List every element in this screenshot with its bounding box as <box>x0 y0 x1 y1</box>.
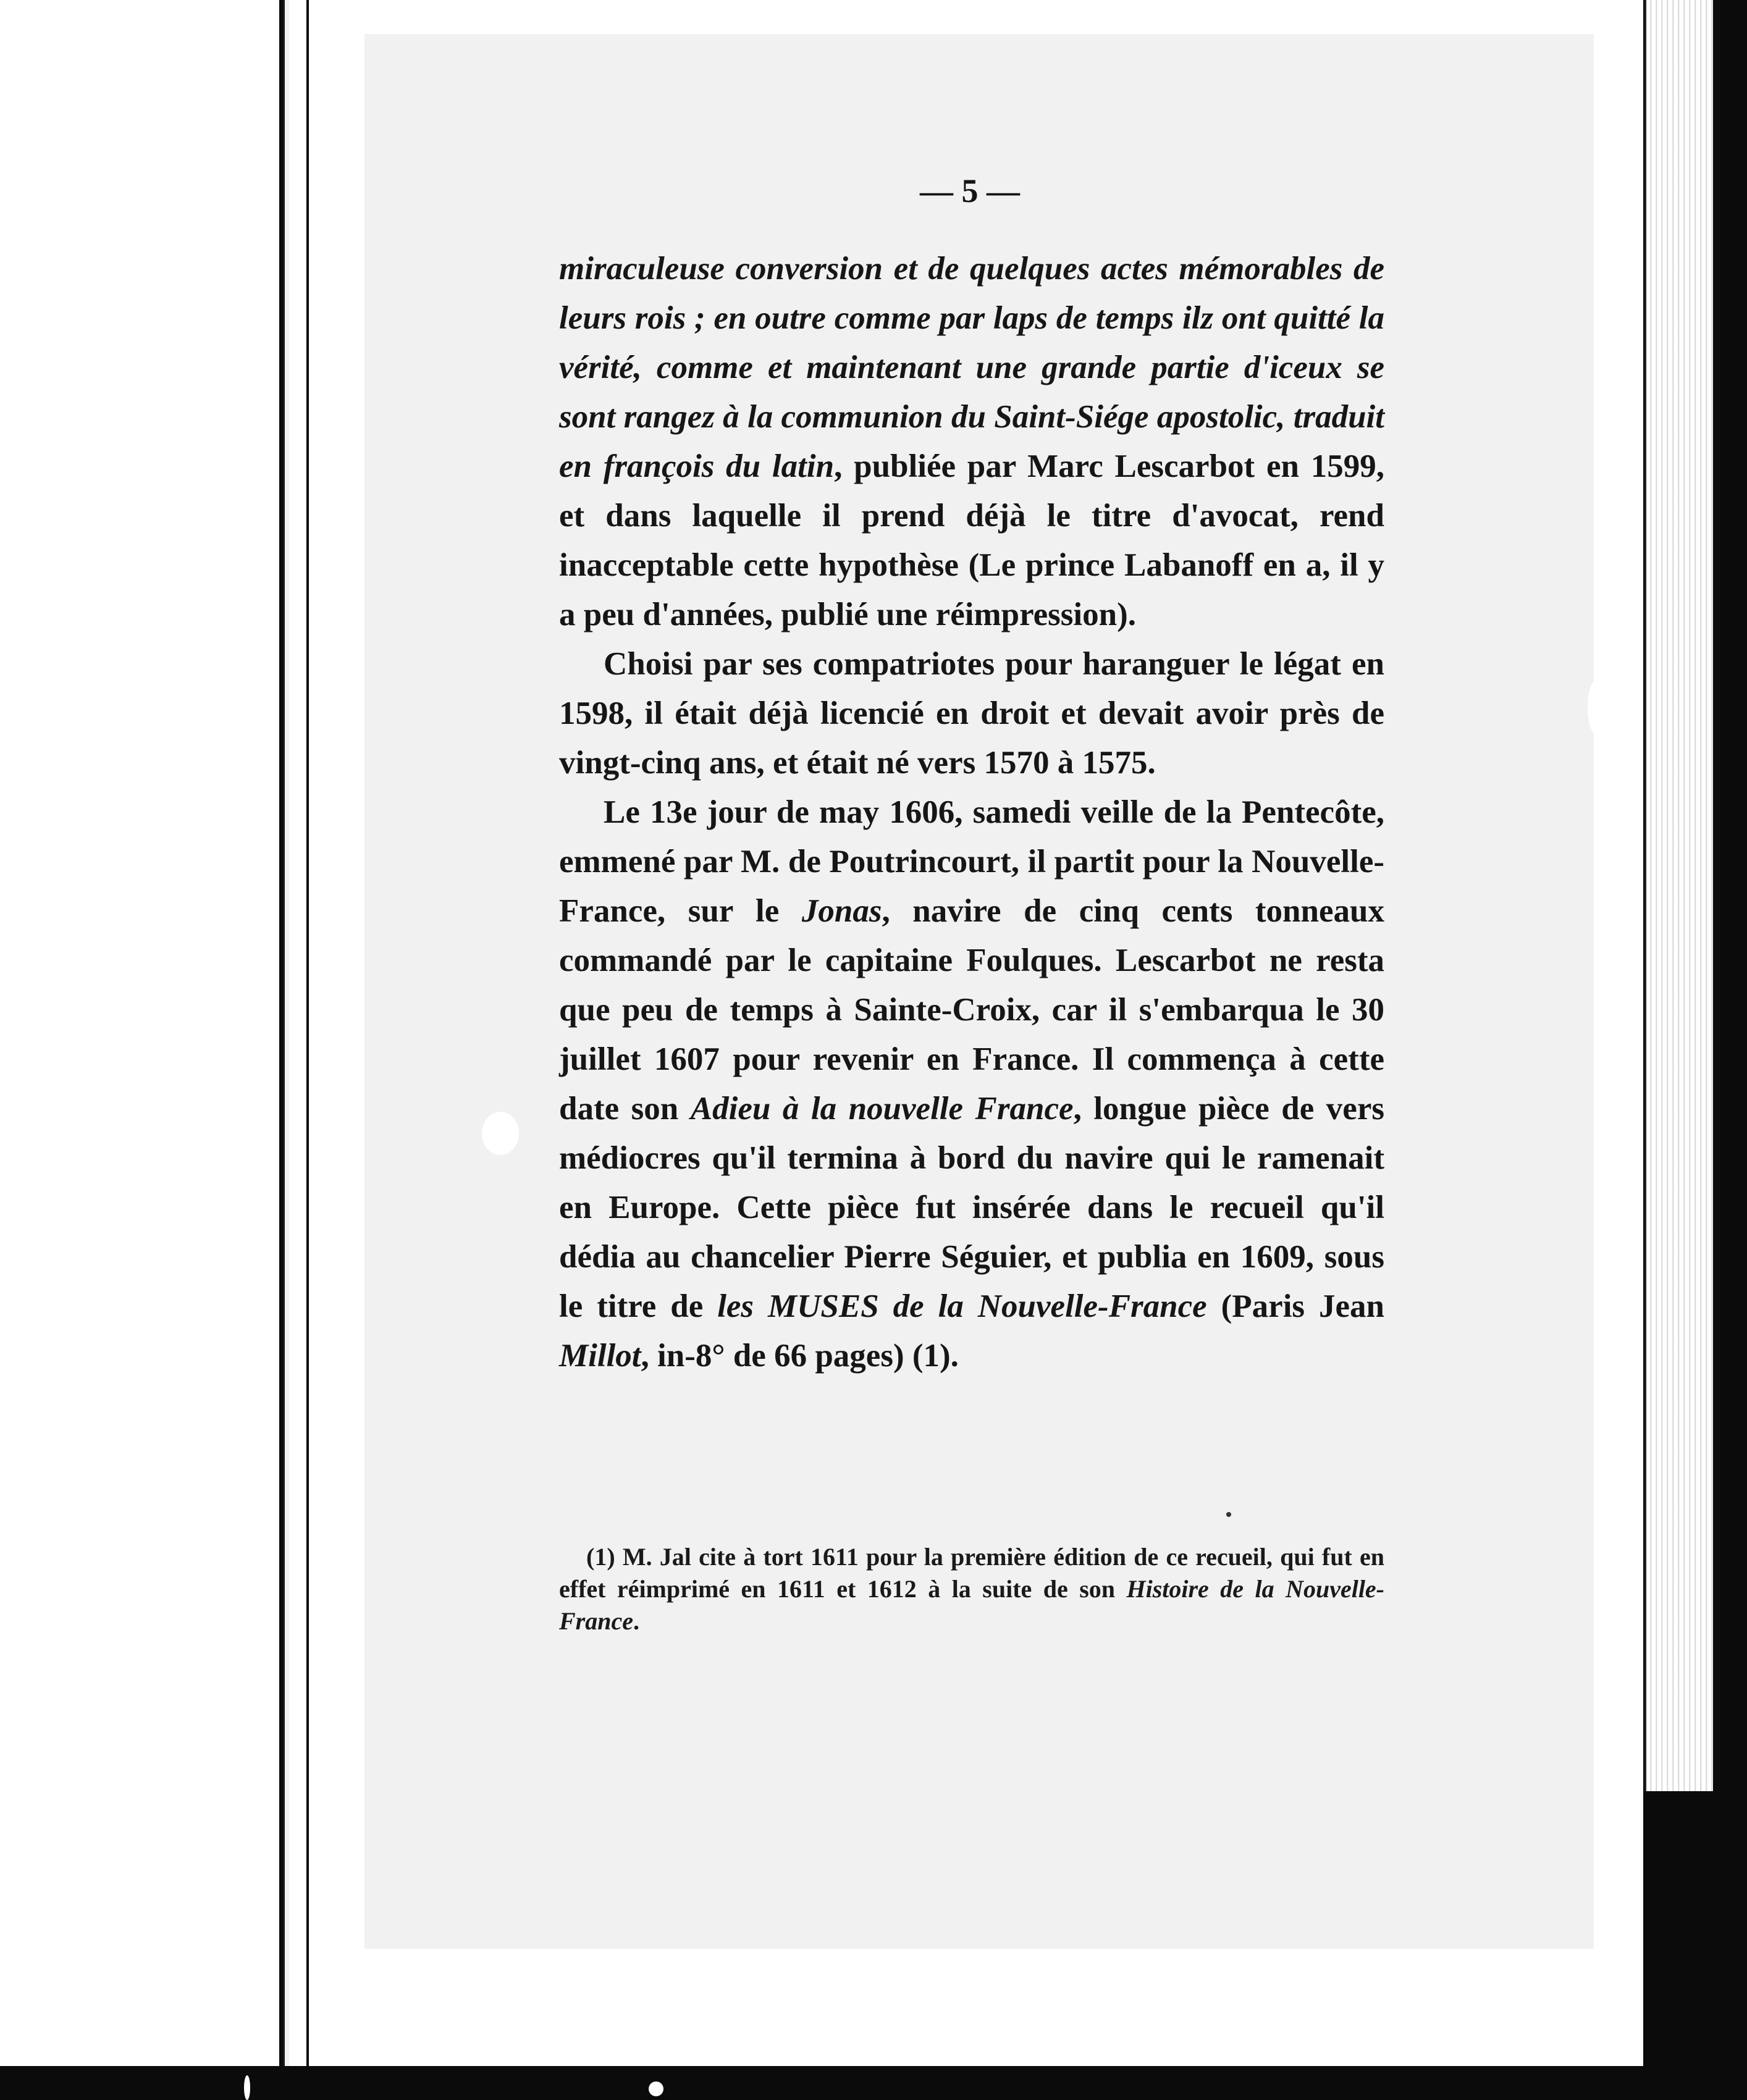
poem-title: Adieu à la nouvelle France <box>690 1091 1074 1127</box>
paragraph-text: , in-8° de 66 pages) (1). <box>641 1338 959 1374</box>
footnote-text <box>559 1541 1384 1637</box>
paragraph-text: , navire de cinq cents tonneaux commandé par le capitaine Foulques. Lescarbot ne resta que peu de temps à Sainte-Croix, car il s'embarqua le 30 juillet 1607 pour revenir en France. Il commença à cette date son <box>559 893 1384 1127</box>
scan-speck <box>482 1112 519 1155</box>
scan-speck <box>649 2081 663 2096</box>
paragraph: Choisi par ses compatriotes pour haranguer le légat en 1598, il était déjà licencié en droit et devait avoir près de vingt-cinq ans, et était né vers 1570 à 1575. <box>559 646 1384 781</box>
page-edges <box>1644 0 1713 1791</box>
scan-speck <box>244 2075 250 2100</box>
left-page-blank <box>0 0 279 2066</box>
body-text <box>559 244 1384 1380</box>
footnote <box>559 1541 1384 1637</box>
spine-margin <box>289 0 306 2066</box>
footnote-book-title: Histoire de la Nouvelle-France <box>559 1575 1384 1635</box>
book-title-italic: miraculeuse conversion et de quelques actes mémorables de leurs rois ; en outre comme par laps de temps ilz ont quitté la vérité, comme et maintenant une grande partie d'iceux se sont rangez à la communion du Saint-Siége apostolic, traduit en françois du latin <box>559 251 1384 484</box>
scan-speck <box>1588 679 1606 735</box>
book-title: les MUSES de la Nouvelle-France <box>717 1288 1207 1324</box>
footnote-part: (1) M. Jal cite à tort 1611 pour la première édition de ce recueil, qui fut en effet réimprimé en 1611 et 1612 à la suite de son <box>559 1543 1384 1603</box>
ship-name: Jonas <box>801 893 882 929</box>
paragraph <box>559 788 1384 1380</box>
page-edges-shadow <box>1644 1791 1711 2066</box>
paragraph-text: (Paris Jean <box>1206 1288 1384 1324</box>
paragraph-text: Le 13e jour de may 1606, samedi veille de la Pentecôte, emmené par M. de Poutrincourt, il partit pour la Nouvelle-France, sur le <box>559 794 1384 929</box>
paragraph-text: , longue pièce de vers médiocres qu'il termina à bord du navire qui le ramenait en Europe. Cette pièce fut insérée dans le recueil qu'il dédia au chancelier Pierre Séguier, et publia en 1609, sous le titre de <box>559 1091 1384 1324</box>
ink-dot <box>1226 1512 1231 1517</box>
page-number: — 5 — <box>920 172 1020 209</box>
publisher-name: Millot <box>559 1338 641 1374</box>
paragraph-text: , publiée par Marc Lescarbot en 1599, et dans laquelle il prend déjà le titre d'avocat, rend inacceptable cette hypothèse (Le prince Labanoff en a, il y a peu d'années, publié une réimpression). <box>559 448 1384 632</box>
paragraph-continued <box>559 244 1384 639</box>
footnote-part: . <box>633 1607 639 1635</box>
